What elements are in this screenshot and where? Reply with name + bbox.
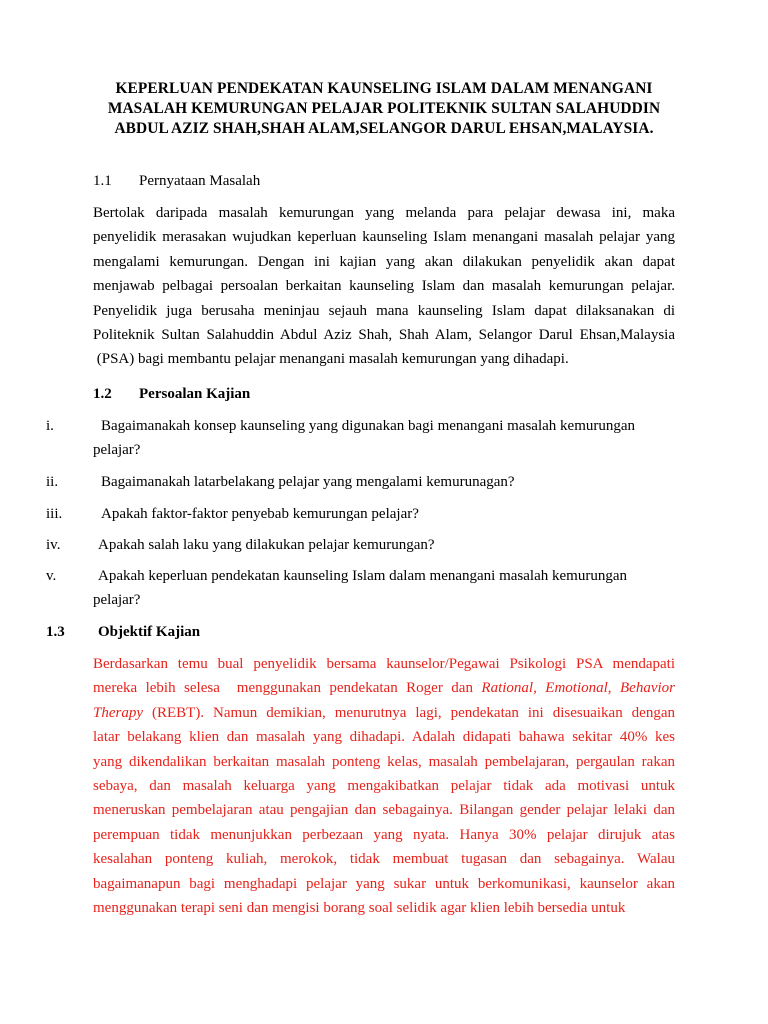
question-number: iii. bbox=[46, 506, 63, 522]
paragraph-line: sebaya, dan masalah keluarga yang mengakibatkan pelajar tidak ada motivasi untuk bbox=[93, 777, 675, 794]
title-line-3: ABDUL AZIZ SHAH,SHAH ALAM,SELANGOR DARUL EHSAN,MALAYSIA. bbox=[114, 120, 654, 137]
section-1-2-number: 1.2 bbox=[93, 386, 112, 402]
question-line: pelajar? bbox=[93, 592, 141, 608]
paragraph-line: Politeknik Sultan Salahuddin Abdul Aziz Shah, Shah Alam, Selangor Darul Ehsan,Malaysia bbox=[93, 326, 675, 343]
question-line: Apakah keperluan pendekatan kaunseling Islam dalam menangani masalah kemurungan bbox=[98, 568, 627, 584]
question-line: pelajar? bbox=[93, 442, 141, 458]
paragraph-line: perempuan tidak menunjukkan perbezaan yang nyata. Hanya 30% pelajar dirujuk atas bbox=[93, 826, 675, 843]
paragraph-line: Penyelidik juga berusaha meninjau sejauh mana kaunseling Islam dapat dilaksanakan di bbox=[93, 302, 675, 319]
question-line: Bagaimanakah konsep kaunseling yang digunakan bagi menangani masalah kemurungan bbox=[101, 418, 636, 434]
section-1-3-title: Objektif Kajian bbox=[98, 624, 201, 640]
question-item bbox=[93, 564, 677, 612]
paragraph-italic-text: Therapy bbox=[93, 704, 143, 721]
paragraph-line: (PSA) bagi membantu pelajar menangani masalah kemurungan yang dihadapi. bbox=[93, 351, 569, 368]
section-1-1-paragraph bbox=[93, 201, 675, 372]
paragraph-line bbox=[93, 676, 675, 700]
paragraph-line: latar belakang klien dan masalah yang dihadapi. Adalah didapati bahawa sekitar 40% kes bbox=[93, 729, 675, 746]
question-number: iv. bbox=[46, 537, 61, 553]
question-number: v. bbox=[46, 568, 57, 584]
question-line: Bagaimanakah latarbelakang pelajar yang mengalami kemurunagan? bbox=[101, 474, 515, 490]
document-title bbox=[90, 79, 678, 139]
paragraph-line: yang dikendalikan berkaitan masalah ponteng kelas, masalah pembelajaran, pergaulan rakan bbox=[93, 753, 675, 770]
section-1-1-title: Pernyataan Masalah bbox=[139, 173, 261, 189]
question-item bbox=[93, 414, 677, 462]
paragraph-line bbox=[93, 701, 675, 725]
question-item bbox=[93, 533, 677, 557]
question-line: Apakah faktor-faktor penyebab kemurungan pelajar? bbox=[101, 506, 419, 522]
section-1-2-title: Persoalan Kajian bbox=[139, 386, 251, 402]
section-1-3-paragraph bbox=[93, 652, 675, 920]
paragraph-line: meneruskan pembelajaran atau pengajian dan sebagainya. Bilangan gender pelajar lelaki dan bbox=[93, 802, 675, 819]
question-number: ii. bbox=[46, 474, 59, 490]
section-1-3-number: 1.3 bbox=[46, 624, 65, 640]
paragraph-line: menggunakan terapi seni dan mengisi borang soal selidik agar klien lebih bersedia untuk bbox=[93, 899, 626, 916]
question-line: Apakah salah laku yang dilakukan pelajar kemurungan? bbox=[98, 537, 435, 553]
paragraph-line: bagaimanapun bagi menghadapi pelajar yang sukar untuk berkomunikasi, kaunselor akan bbox=[93, 875, 675, 892]
paragraph-line: mengalami kemurungan. Dengan ini kajian yang akan dilakukan penyelidik akan dapat bbox=[93, 253, 675, 270]
paragraph-text: (REBT). Namun demikian, menurutnya lagi, pendekatan ini disesuaikan dengan bbox=[143, 704, 675, 721]
paragraph-line: Berdasarkan temu bual penyelidik bersama kaunselor/Pegawai Psikologi PSA mendapati bbox=[93, 656, 675, 672]
paragraph-italic-text: Rational, Emotional, Behavior bbox=[481, 680, 675, 697]
paragraph-line: penyelidik merasakan wujudkan keperluan kaunseling Islam menangani masalah pelajar yang bbox=[93, 229, 675, 246]
title-line-2: MASALAH KEMURUNGAN PELAJAR POLITEKNIK SULTAN SALAHUDDIN bbox=[107, 100, 661, 117]
title-line-1: KEPERLUAN PENDEKATAN KAUNSELING ISLAM DALAM MENANGANI bbox=[115, 80, 653, 97]
paragraph-line: Bertolak daripada masalah kemurungan yang melanda para pelajar dewasa ini, maka bbox=[93, 205, 675, 221]
question-number: i. bbox=[46, 418, 54, 434]
paragraph-text: mereka lebih selesa menggunakan pendekatan Roger dan bbox=[93, 680, 482, 697]
question-item bbox=[93, 470, 677, 494]
section-1-1-number: 1.1 bbox=[93, 173, 112, 189]
question-item bbox=[93, 502, 677, 526]
paragraph-line: menjawab pelbagai persoalan berkaitan kaunseling Islam dan masalah kemurungan pelajar. bbox=[93, 278, 675, 295]
paragraph-line: kesalahan ponteng kuliah, merokok, tidak membuat tugasan dan sebagainya. Walau bbox=[93, 851, 675, 868]
